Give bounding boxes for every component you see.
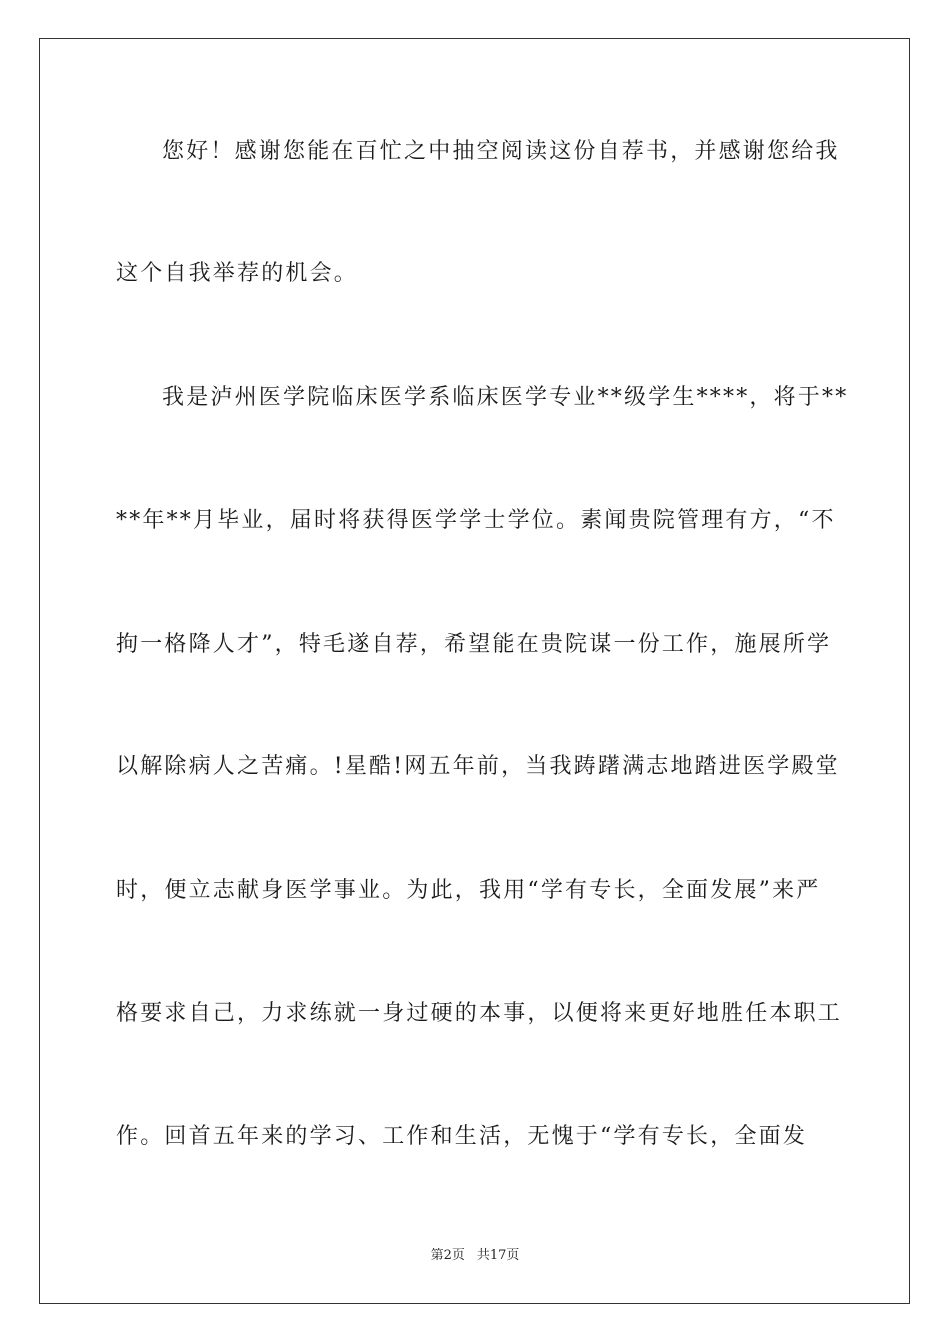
text-line-9: 作。回首五年来的学习、工作和生活，无愧于“学有专长，全面发 xyxy=(116,1124,808,1149)
text-line-5: 拘一格降人才”，特毛遂自荐，希望能在贵院谋一份工作，施展所学 xyxy=(116,632,832,657)
text-line-8: 格要求自己，力求练就一身过硬的本事，以便将来更好地胜任本职工 xyxy=(116,1001,843,1026)
text-line-6: 以解除病人之苦痛。!星酷!网五年前，当我踌躇满志地踏进医学殿堂 xyxy=(116,754,840,779)
text-line-3: 我是泸州医学院临床医学系临床医学专业**级学生****，将于** xyxy=(162,385,849,410)
text-line-4: **年**月毕业，届时将获得医学学士学位。素闻贵院管理有方，“不 xyxy=(116,508,836,533)
text-line-2: 这个自我举荐的机会。 xyxy=(116,261,359,286)
page-footer xyxy=(0,1247,950,1265)
page-number: 第2页 xyxy=(430,1248,465,1263)
text-line-1: 您好！感谢您能在百忙之中抽空阅读这份自荐书，并感谢您给我 xyxy=(162,139,840,164)
page-total: 共17页 xyxy=(476,1248,520,1263)
page-frame xyxy=(39,38,910,1304)
text-line-7: 时，便立志献身医学事业。为此，我用“学有专长，全面发展”来严 xyxy=(116,878,821,903)
